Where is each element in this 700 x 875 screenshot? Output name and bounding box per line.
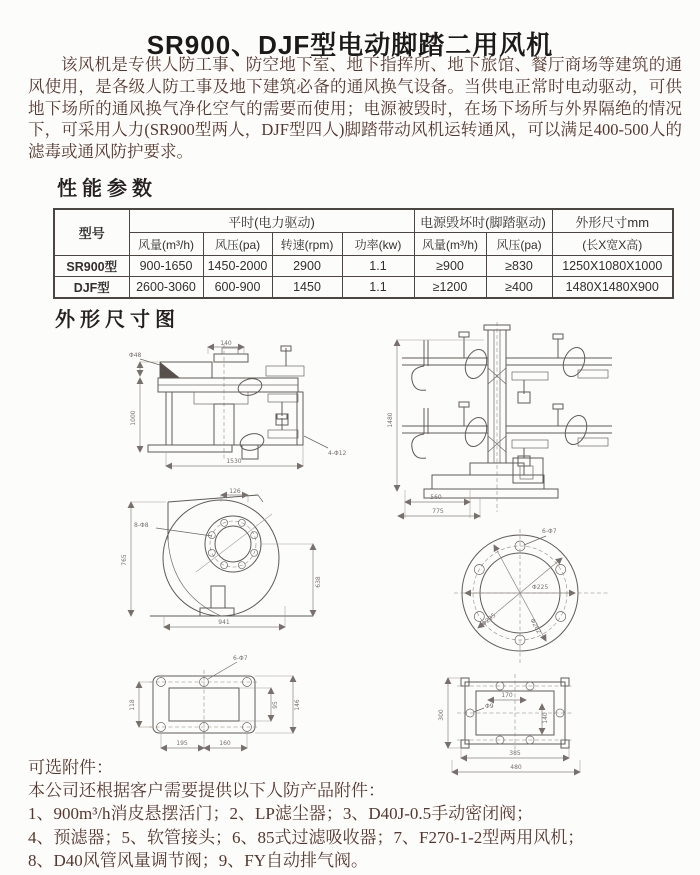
header-cell: 功率(kw) (342, 233, 414, 256)
cell: 1450 (272, 277, 342, 299)
accessories-heading: 可选附件： (28, 758, 113, 777)
header-cell: 风压(pa) (203, 233, 272, 256)
accessories-line: 8、D40风管风量调节阀；9、FY自动排气阀。 (28, 850, 369, 870)
dim-left-label: 300 (438, 709, 445, 721)
dim-base-outer-label: 775 (432, 508, 444, 515)
dim-inner-h-label: 170 (501, 692, 513, 699)
cell: 1250X1080X1000 (552, 256, 673, 277)
header-group-size: 外形尺寸mm (552, 209, 673, 233)
cell-model: DJF型 (54, 277, 129, 299)
section-heading-performance: 性能参数 (57, 178, 157, 200)
dim-outlet-label: 126 (229, 488, 241, 495)
cell: 2900 (272, 256, 342, 277)
dim-left-label: 765 (121, 554, 128, 566)
dim-length-label: 1530 (226, 458, 242, 465)
dia-mid-label: Φ225 (532, 584, 549, 591)
dim-bl-label: 195 (176, 740, 188, 747)
header-cell: 风量(m³/h) (414, 233, 486, 256)
bolt-label: 8-Φ8 (134, 522, 149, 529)
header-group-normal: 平时(电力驱动) (129, 209, 414, 233)
drawing-front-view (372, 320, 652, 545)
dim-ri-label: 95 (272, 701, 279, 709)
intro-paragraph: 该风机是专供人防工事、防空地下室、地下指挥所、地下旅馆、餐厅商场等建筑的通风使用，是各级人防工事及地下建筑必备的通风换气设备。当供电正常时电动驱动，可供地下场所的通风换气净化空气的需要而使用；电源被毁时，在场下场所与外界隔绝的情况下，可采用人力(SR900型两人，DJF型四人)脚踏带动风机运转通风，可以满足400-500人的滤毒或通风防护要求。 (28, 55, 682, 162)
cell: 1.1 (342, 256, 414, 277)
dia-outer-label: Φ295 (480, 611, 498, 628)
dim-left-label: 118 (129, 699, 136, 711)
bolt-label: Φ9 (485, 703, 494, 710)
bolt-label: 4-Φ12 (328, 450, 347, 457)
cell: 1480X1480X900 (552, 277, 673, 299)
cell: 2600-3060 (129, 277, 203, 299)
accessories-note: 本公司还根据客户需要提供以下人防产品附件： (28, 781, 385, 801)
header-cell: 风量(m³/h) (129, 233, 203, 256)
dia-inner-label: Φ262 (528, 617, 543, 636)
dim-bottom-outer-label: 480 (510, 764, 522, 771)
bolt-label: 6-Φ7 (233, 655, 248, 662)
cell: 1.1 (342, 277, 414, 299)
drawing-side-view (128, 338, 368, 483)
drawing-round-flange (440, 523, 650, 673)
header-group-pedal: 电源毁坏时(脚踏驱动) (414, 209, 552, 233)
header-model: 型号 (54, 209, 129, 256)
leader-label: Φ48 (129, 352, 142, 359)
dim-inner-v-label: 140 (542, 712, 549, 724)
dim-top-label: 140 (220, 340, 232, 347)
cell: 900-1650 (129, 256, 203, 277)
cell: ≥830 (486, 256, 552, 277)
header-cell: 转速(rpm) (272, 233, 342, 256)
dim-base-inner-label: 560 (430, 494, 442, 501)
cell-model: SR900型 (54, 256, 129, 277)
cell: ≥400 (486, 277, 552, 299)
table-header-sub (54, 233, 673, 256)
page-title: SR900、DJF型电动脚踏二用风机 (146, 30, 554, 61)
accessories-line: 1、900m³/h消皮悬摆活门；2、LP滤尘器；3、D40J-0.5手动密闭阀； (28, 804, 534, 824)
section-heading-dimensions: 外形尺寸图 (55, 309, 180, 331)
dim-ro-label: 146 (294, 699, 301, 711)
accessories-block (28, 756, 584, 872)
cell: ≥1200 (414, 277, 486, 299)
table-header-groups (54, 209, 673, 233)
accessories-line: 4、预滤器；5、软管接头；6、85式过滤吸收器；7、F270-1-2型两用风机； (28, 827, 585, 847)
header-cell: 风压(pa) (486, 233, 552, 256)
bolt-label: 6-Φ7 (542, 528, 557, 535)
dim-bottom-label: 941 (218, 619, 230, 626)
cell: 600-900 (203, 277, 272, 299)
drawing-rect-flange (125, 650, 310, 765)
performance-table (53, 208, 674, 299)
cell: ≥900 (414, 256, 486, 277)
table-row (54, 256, 673, 277)
drawing-volute (108, 486, 358, 636)
dim-right-label: 638 (315, 576, 322, 588)
header-cell: (长X宽X高) (552, 233, 673, 256)
dim-bottom-inner-label: 385 (509, 750, 521, 757)
table-row (54, 277, 673, 299)
cell: 1450-2000 (203, 256, 272, 277)
dim-height-label: 1000 (130, 410, 137, 426)
dim-height-label: 1480 (387, 412, 394, 428)
dim-br-label: 160 (219, 740, 231, 747)
